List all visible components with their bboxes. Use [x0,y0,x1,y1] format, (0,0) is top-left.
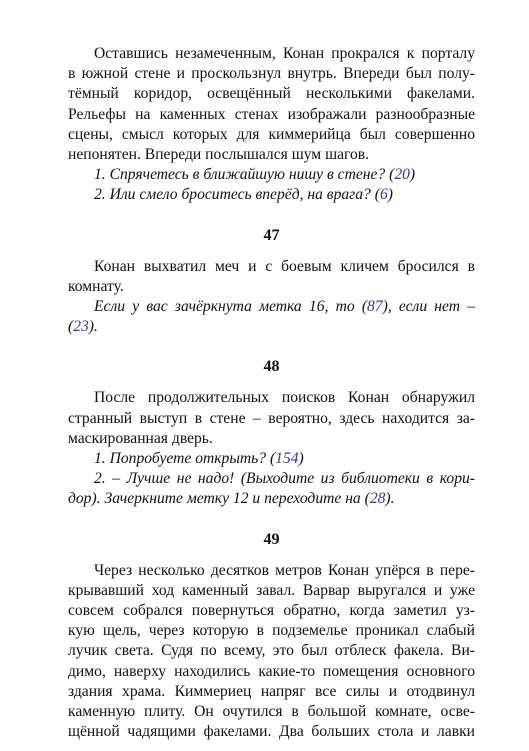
section-48-paragraph [68,388,475,449]
text-line: Рельефы на каменных стенах изображали разнообразные [68,105,475,123]
text-line: в южной стене и проскользнул внутрь. Впереди был полу- [68,65,475,83]
text-line: непонятен. Впереди послышался шум шагов. [68,146,370,164]
text-line: димо, наверху находились какие-то помещения основного [68,662,475,680]
section-number-47: 47 [263,226,280,244]
link-to-154[interactable]: 154 [275,450,299,468]
text-line: каменную плиту. Он очутился в большой комнате, осве- [68,703,475,721]
section-47-paragraph [68,257,475,297]
section-49-paragraph [68,561,475,743]
text-line: крывавший ход каменный завал. Варвар выругался и уже [68,581,475,599]
intro-paragraph [68,44,475,165]
link-to-6[interactable]: 6 [379,186,388,204]
link-to-23[interactable]: 23 [73,318,89,336]
text-line: лучик света. Судя по всему, это был отблеск факела. Ви- [68,642,475,660]
link-to-28[interactable]: 28 [369,490,386,508]
intro-option-1: 1. Спрячетесь в ближайшую нишу в стене? (20) [94,166,416,184]
section-48-option-2: 2. – Лучше не надо! (Выходите из библиотеки в кори- дор). Зачеркните метку 12 и переходите на (28). [68,470,475,508]
text-line: странный выступ в стене – вероятно, здесь находится за- [68,409,475,427]
text-line: Конан выхватил меч и с боевым кличем бросился в [94,257,475,275]
text-line: После продолжительных поисков Конан обнаружил [94,389,475,407]
text-line: Через несколько десятков метров Конан упёрся в пере- [94,561,475,579]
text-line: маскированная дверь. [68,429,213,447]
text-line: кую щель, через которую в подземелье проникал слабый [68,622,475,640]
section-number-49: 49 [263,530,280,548]
text-line: комнату. [68,277,124,295]
text-line: сцены, смысл которых для киммерийца был совершенно [68,125,475,143]
text-line: Оставшись незамеченным, Конан прокрался к порталу [94,45,475,62]
text-line: щённой чадящими факелами. Два больших стола и лавки [68,723,475,741]
text-line: здания храма. Киммериец напряг все силы и отодвинул [68,682,475,700]
section-48-option-1: 1. Попробуете открыть? (154) [94,450,304,468]
text-line: совсем собрался повернуться обратно, когда заметил уз- [68,602,475,620]
section-47-condition: Если у вас зачёркнута метка 16, то (87), если нет – (23). [68,298,476,336]
intro-option-2: 2. Или смело броситесь вперёд, на врага? (6) [94,186,393,204]
section-number-48: 48 [263,358,280,376]
text-line: тёмный коридор, освещённый несколькими факелами. [68,85,475,103]
link-to-87[interactable]: 87 [367,298,383,316]
link-to-20[interactable]: 20 [394,166,410,184]
